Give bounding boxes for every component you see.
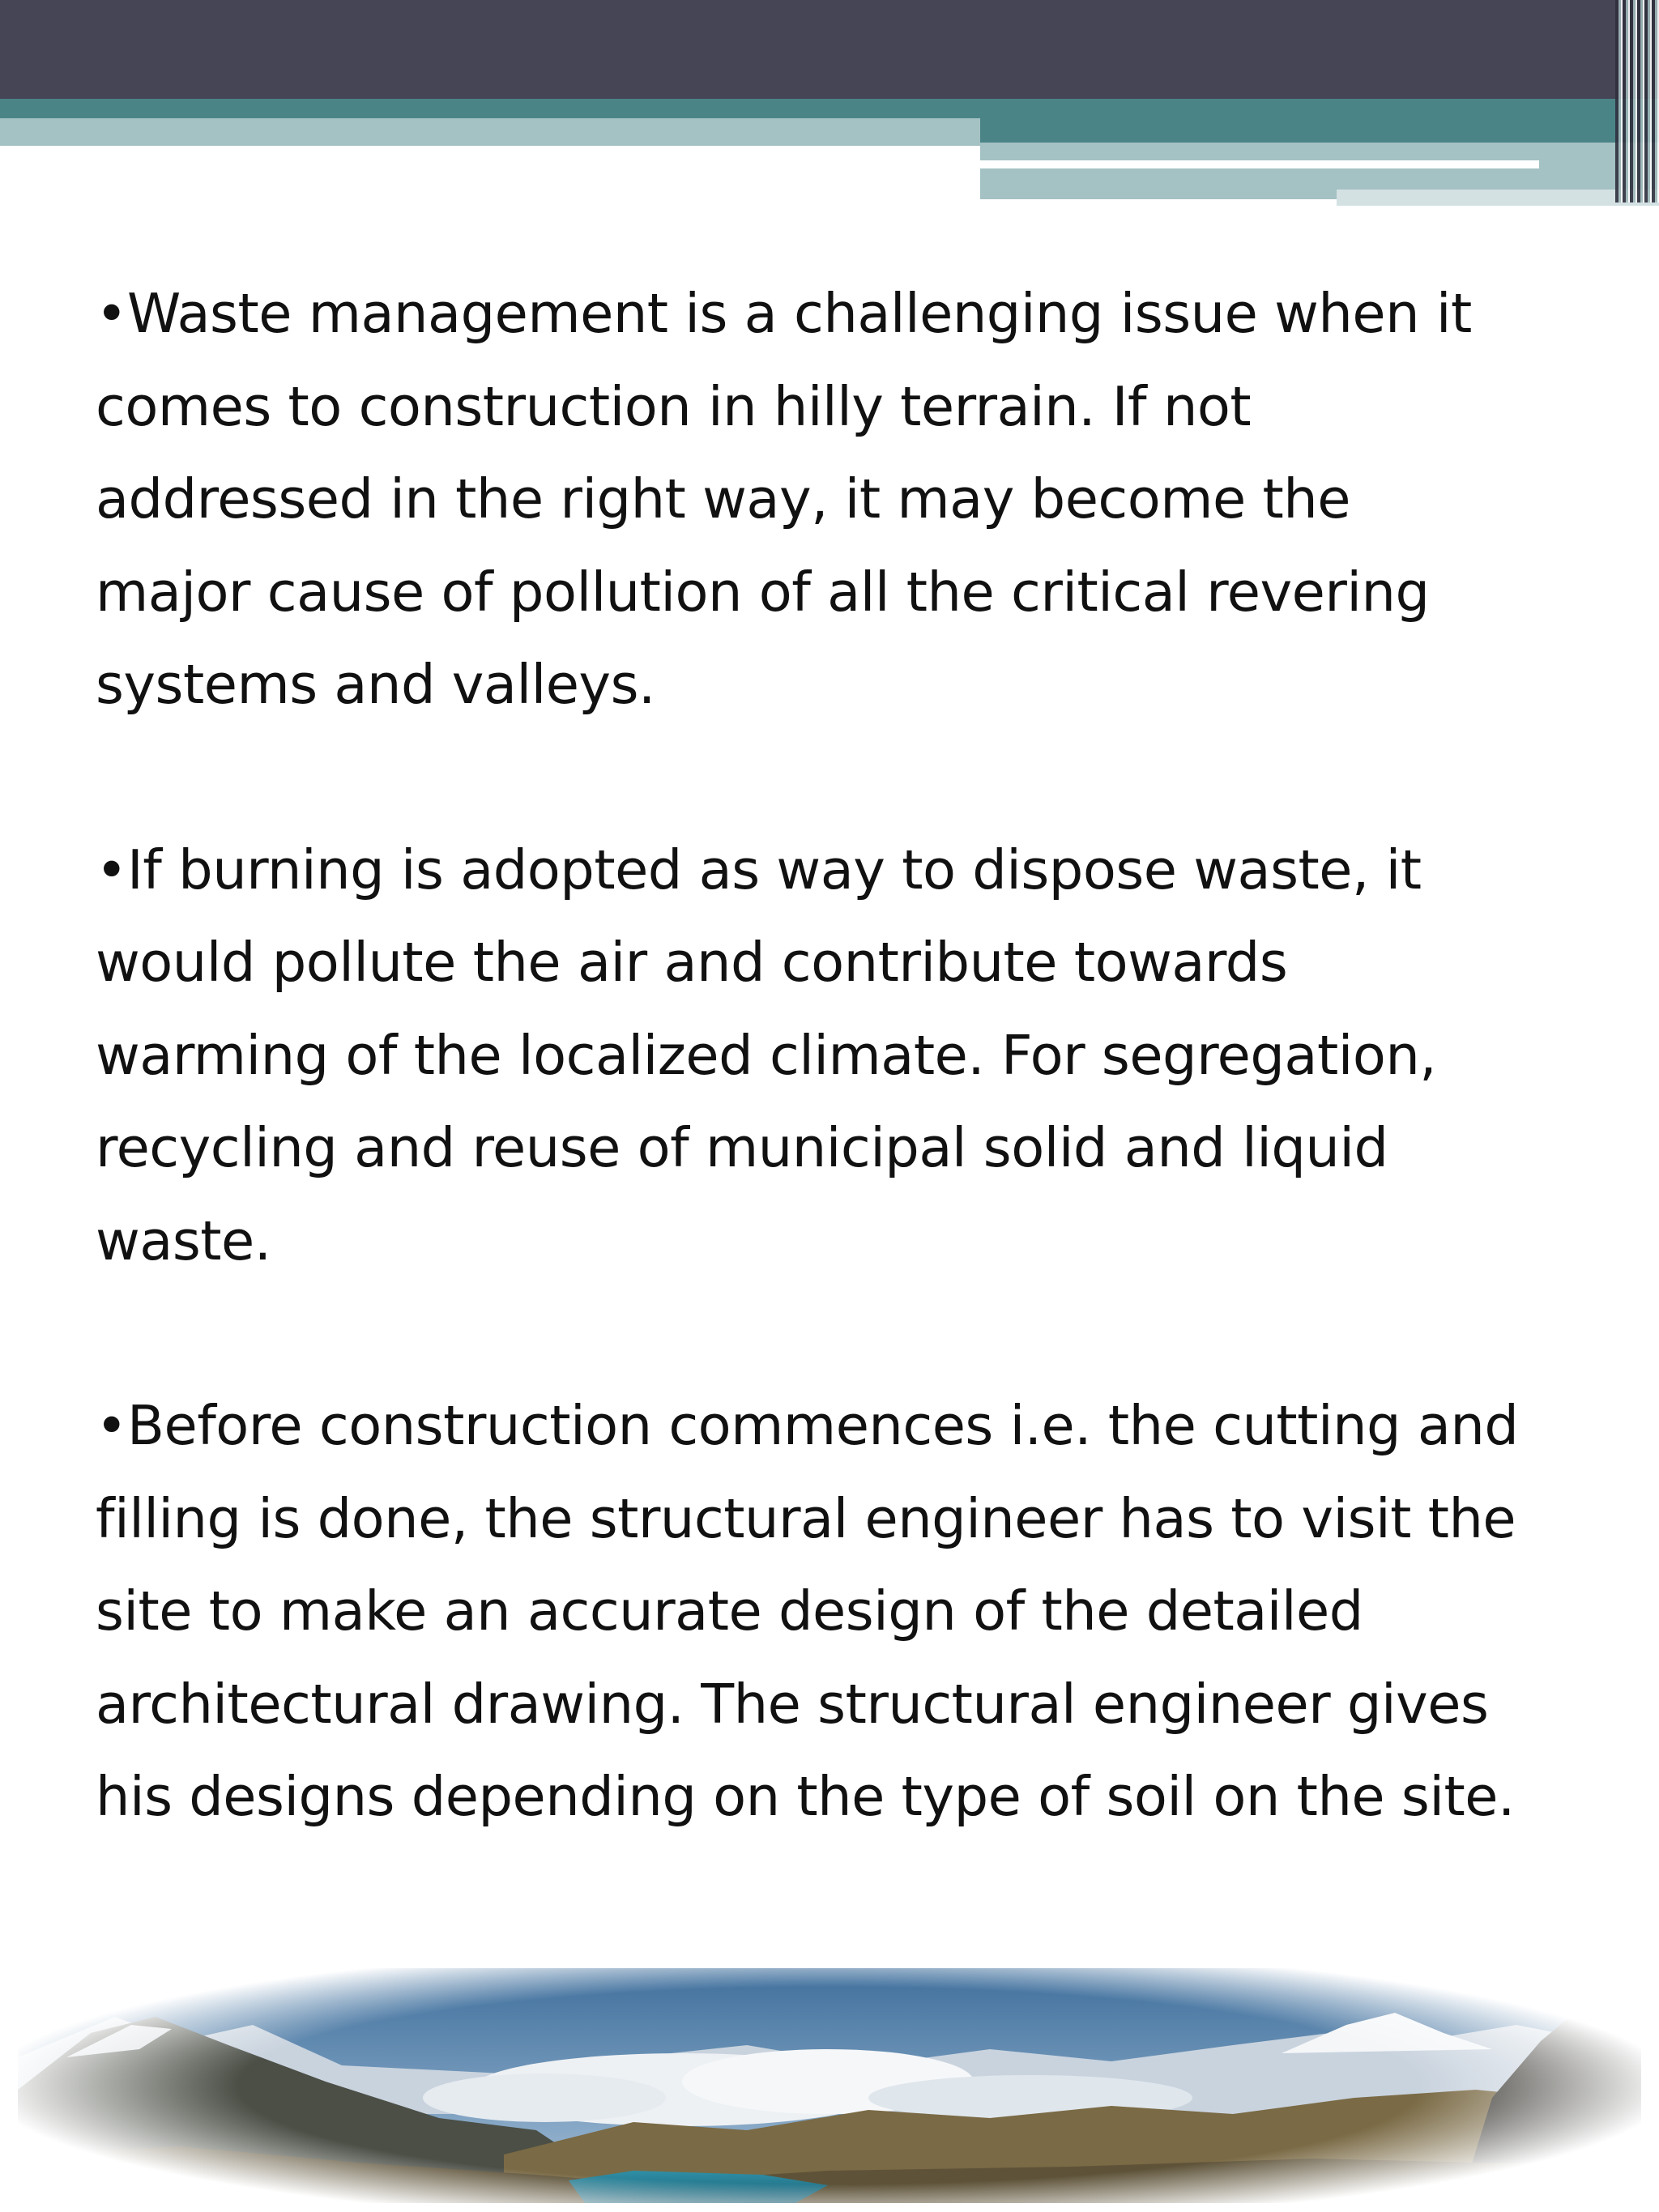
bullet-paragraph-construction: •Before construction commences i.e. the cutting and filling is done, the structural engineer has to visit the site to make an accurate design of the detailed architectural drawing. The structural engineer gives his designs depending on the type of soil on the site. (96, 1394, 1519, 1828)
header-pale-band (0, 118, 980, 146)
header-accent-band (0, 99, 1659, 118)
bullet-paragraph-waste-management: •Waste management is a challenging issue when it comes to construction in hilly terrain. If not addressed in the right way, it may become the major cause of pollution of all the critical revering systems and valleys. (96, 282, 1472, 716)
bullet-paragraph-burning: •If burning is adopted as way to dispose waste, it would pollute the air and contribute towards warming of the localized climate. For segregation, recycling and reuse of municipal solid and liquid waste. (96, 837, 1437, 1272)
header-bar (0, 0, 1659, 99)
header-edge-stripes (1615, 0, 1659, 202)
slide-body (96, 267, 1521, 1936)
header-step-line (980, 160, 1539, 168)
header-accent-band-right (980, 118, 1659, 143)
mountain-panorama-image (18, 1968, 1641, 2203)
header-step-block-lower (1337, 190, 1659, 206)
